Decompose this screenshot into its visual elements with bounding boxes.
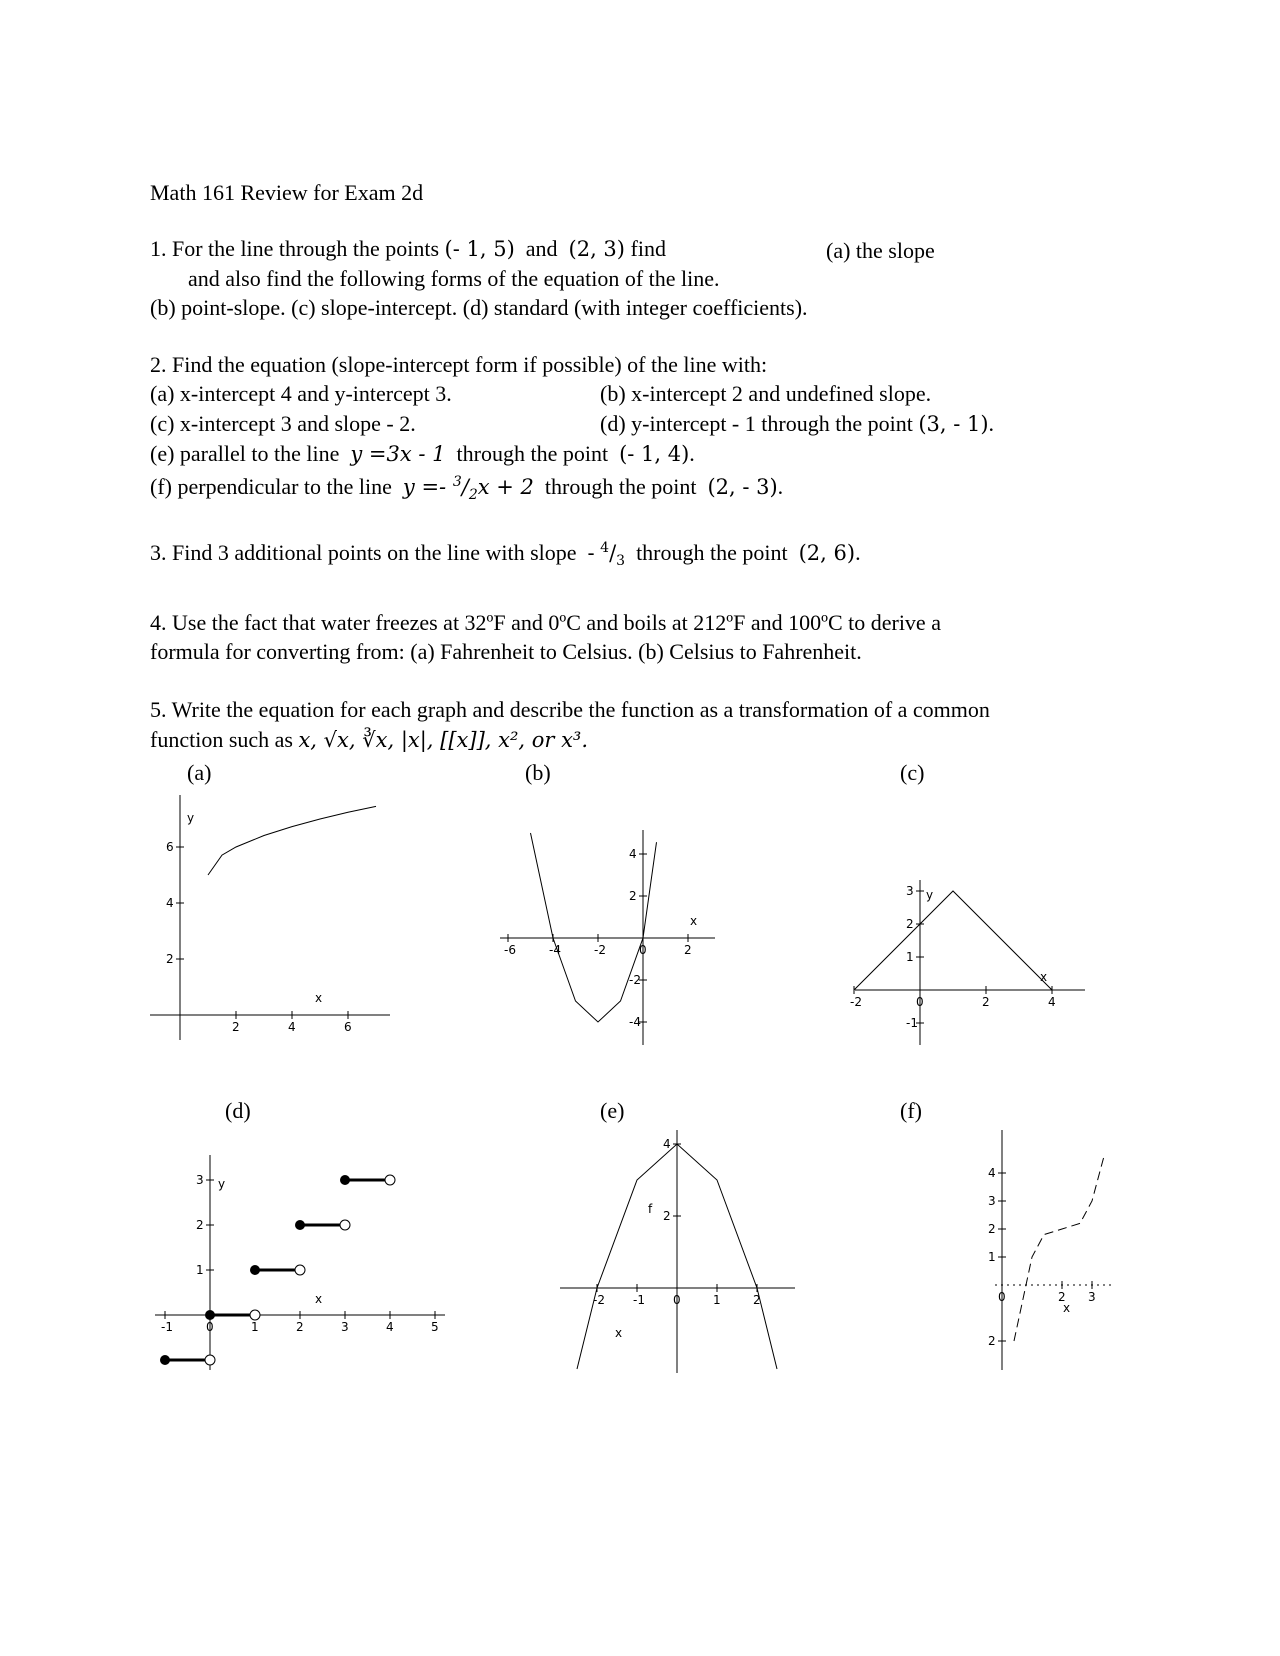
page-title: Math 161 Review for Exam 2d — [150, 180, 424, 205]
graph-c-y-tick-label: 3 — [906, 884, 914, 898]
q2-part-e: (e) parallel to the line y =3x - 1 through the point (- 1, 4). — [150, 441, 695, 466]
graph-d-y-tick-label: 3 — [196, 1173, 204, 1187]
graph-e-x-label: x — [615, 1326, 623, 1340]
q1-point-1: (- 1, 5) — [444, 237, 515, 261]
q3-intro: 3. Find 3 additional points on the line with slope — [150, 540, 577, 565]
q1-intro: 1. For the line through the points — [150, 236, 440, 261]
graph-d-open-dot — [385, 1175, 395, 1185]
graph-a-x-tick-label: 4 — [288, 1020, 296, 1034]
graph-f-curve — [1014, 1156, 1104, 1341]
graph-e — [555, 1125, 800, 1375]
graph-e-x-tick-label: 0 — [673, 1293, 681, 1307]
graph-b-x-tick-label: -4 — [549, 943, 561, 957]
q2-part-a: (a) x-intercept 4 and y-intercept 3. — [150, 381, 452, 406]
graph-b-y-tick-label: -4 — [629, 1015, 641, 1029]
graph-f-y-tick-label: 3 — [988, 1194, 996, 1208]
graph-d-open-dot — [205, 1355, 215, 1365]
graph-f-x-tick-label: 2 — [1058, 1290, 1066, 1304]
graph-c — [850, 875, 1090, 1050]
graph-d-closed-dot — [205, 1310, 215, 1320]
q2-f-point: (2, - 3) — [707, 475, 778, 499]
graph-a-curve — [208, 806, 376, 875]
q4-line-1: 4. Use the fact that water freezes at 32ºF and 0ºC and boils at 212ºF and 100ºC to derive a — [150, 610, 941, 635]
graph-e-y-label: f — [648, 1202, 653, 1216]
graph-a-x-label: x — [315, 991, 323, 1005]
graph-b-x-tick-label: 2 — [684, 943, 692, 957]
graph-c-x-tick-label: 0 — [916, 995, 924, 1009]
graph-a-y-tick-label: 6 — [166, 840, 174, 854]
graph-a-x-tick-label: 2 — [232, 1020, 240, 1034]
q2-f-text: (f) perpendicular to the line — [150, 474, 392, 499]
graph-a — [150, 790, 390, 1045]
graph-label-f: (f) — [900, 1098, 922, 1123]
graph-b-x-label: x — [690, 914, 698, 928]
graph-label-e: (e) — [600, 1098, 625, 1123]
q2-part-d: (d) y-intercept - 1 through the point (3, - 1). — [600, 411, 995, 436]
graph-d-closed-dot — [295, 1220, 305, 1230]
graph-d-x-tick-label: 2 — [296, 1320, 304, 1334]
q1-part-a: (a) the slope — [826, 238, 935, 263]
q2-f-equation: $y =- ^3/_2x + 2$ — [402, 474, 534, 504]
graph-a-x-tick-label: 6 — [344, 1020, 352, 1034]
q2-f-eq-left: y =- — [402, 475, 453, 499]
q2-part-c: (c) x-intercept 3 and slope - 2. — [150, 411, 416, 436]
q2-e-equation: y =3x - 1 — [350, 442, 446, 466]
q3-slope: $^4/_3$ — [600, 540, 626, 570]
q2-f-through: through the point — [544, 474, 697, 499]
graph-e-x-tick-label: -2 — [593, 1293, 605, 1307]
graph-b-y-tick-label: 4 — [629, 847, 637, 861]
graph-e-y-tick-label: 4 — [663, 1137, 671, 1151]
q2-part-b: (b) x-intercept 2 and undefined slope. — [600, 381, 932, 406]
graph-b-y-tick-label: 2 — [629, 889, 637, 903]
graph-d-x-tick-label: 1 — [251, 1320, 259, 1334]
graph-d-x-label: x — [315, 1292, 323, 1306]
graph-c-curve — [854, 891, 1052, 990]
q1-point-2: (2, 3) — [568, 237, 625, 261]
graph-label-c: (c) — [900, 760, 925, 785]
graph-d-open-dot — [295, 1265, 305, 1275]
graph-f-y-tick-label: 1 — [988, 1250, 996, 1264]
q5-line-2 — [150, 727, 588, 753]
q2-d-point: (3, - 1) — [918, 412, 989, 436]
q2-f-numerator: 3 — [452, 474, 462, 490]
graph-d-x-tick-label: 5 — [431, 1320, 439, 1334]
graph-d-closed-dot — [250, 1265, 260, 1275]
graph-e-x-tick-label: 1 — [713, 1293, 721, 1307]
graph-f — [970, 1125, 1120, 1375]
q5-function-such-as: function such as — [150, 727, 293, 752]
q4-line-2: formula for converting from: (a) Fahrenheit to Celsius. (b) Celsius to Fahrenheit. — [150, 639, 862, 664]
graph-label-b: (b) — [525, 760, 551, 785]
q2-e-through: through the point — [456, 441, 609, 466]
graph-c-x-tick-label: -2 — [850, 995, 862, 1009]
q2-part-f: (f) perpendicular to the line $y =- ^3/_2x + 2$ through the point (2, - 3). — [150, 474, 784, 504]
graph-b-y-tick-label: -2 — [629, 973, 641, 987]
graph-f-x-tick-label: 0 — [998, 1290, 1006, 1304]
q2-d-text: (d) y-intercept - 1 through the point — [600, 411, 913, 436]
graph-c-y-label: y — [926, 888, 934, 902]
q1-find: find — [630, 236, 666, 261]
graph-d-open-dot — [340, 1220, 350, 1230]
q2-e-point: (- 1, 4) — [619, 442, 690, 466]
q3-point: (2, 6) — [798, 541, 856, 565]
q3-line: 3. Find 3 additional points on the line with slope - $^4/_3$ through the point (2, 6). — [150, 540, 861, 570]
graph-c-y-tick-label: -1 — [906, 1016, 918, 1030]
q2-heading: 2. Find the equation (slope-intercept form if possible) of the line with: — [150, 352, 768, 377]
graph-d-closed-dot — [340, 1175, 350, 1185]
graph-c-x-tick-label: 2 — [982, 995, 990, 1009]
graph-b-x-tick-label: -2 — [594, 943, 606, 957]
graph-c-x-label: x — [1040, 970, 1048, 984]
q3-denominator: 3 — [616, 553, 626, 570]
graph-a-y-tick-label: 2 — [166, 952, 174, 966]
q3-through: through the point — [636, 540, 788, 565]
graph-c-y-tick-label: 2 — [906, 917, 914, 931]
graph-b-curve — [531, 833, 657, 1022]
graph-e-x-tick-label: -1 — [633, 1293, 645, 1307]
graph-f-x-tick-label: 3 — [1088, 1290, 1096, 1304]
graph-b-x-tick-label: 0 — [639, 943, 647, 957]
graph-d-x-tick-label: -1 — [161, 1320, 173, 1334]
graph-a-y-label: y — [187, 811, 195, 825]
q3-minus: - — [587, 541, 595, 565]
graph-b — [495, 825, 720, 1050]
graph-e-y-tick-label: 2 — [663, 1209, 671, 1223]
graph-d-x-tick-label: 4 — [386, 1320, 394, 1334]
q1-and: and — [525, 236, 558, 261]
graph-a-y-tick-label: 4 — [166, 896, 174, 910]
q1-line-2: and also find the following forms of the equation of the line. — [188, 266, 720, 291]
q5-line-1: 5. Write the equation for each graph and describe the function as a transformation of a common — [150, 697, 990, 722]
graph-label-a: (a) — [187, 760, 212, 785]
q3-numerator: 4 — [600, 540, 610, 556]
graph-d-y-label: y — [218, 1177, 226, 1191]
q2-f-eq-right: x + 2 — [477, 475, 534, 499]
graph-d-y-tick-label: 2 — [196, 1218, 204, 1232]
graph-c-x-tick-label: 4 — [1048, 995, 1056, 1009]
graph-d-y-tick-label: 1 — [196, 1263, 204, 1277]
graph-f-x-label: x — [1063, 1301, 1071, 1315]
graph-label-d: (d) — [225, 1098, 251, 1123]
q2-f-denominator: 2 — [468, 487, 478, 504]
graph-b-x-tick-label: -6 — [504, 943, 516, 957]
q2-e-text: (e) parallel to the line — [150, 441, 340, 466]
graph-f-y-tick-label: 4 — [988, 1166, 996, 1180]
graph-f-y-tick-label: 2 — [988, 1222, 996, 1236]
graph-c-y-tick-label: 1 — [906, 950, 914, 964]
q1-line-1 — [150, 236, 666, 262]
graph-d-closed-dot — [160, 1355, 170, 1365]
graph-d-x-tick-label: 3 — [341, 1320, 349, 1334]
graph-d — [150, 1150, 450, 1375]
graph-e-x-tick-label: 2 — [753, 1293, 761, 1307]
q5-common-functions: x, √x, ∛x, |x|, [[x]], x², or x³. — [298, 728, 589, 752]
q1-line-3: (b) point-slope. (c) slope-intercept. (d) standard (with integer coefficients). — [150, 295, 808, 320]
graph-d-open-dot — [250, 1310, 260, 1320]
graph-f-y-tick-label: 2 — [988, 1334, 996, 1348]
graph-d-x-tick-label: 0 — [206, 1320, 214, 1334]
